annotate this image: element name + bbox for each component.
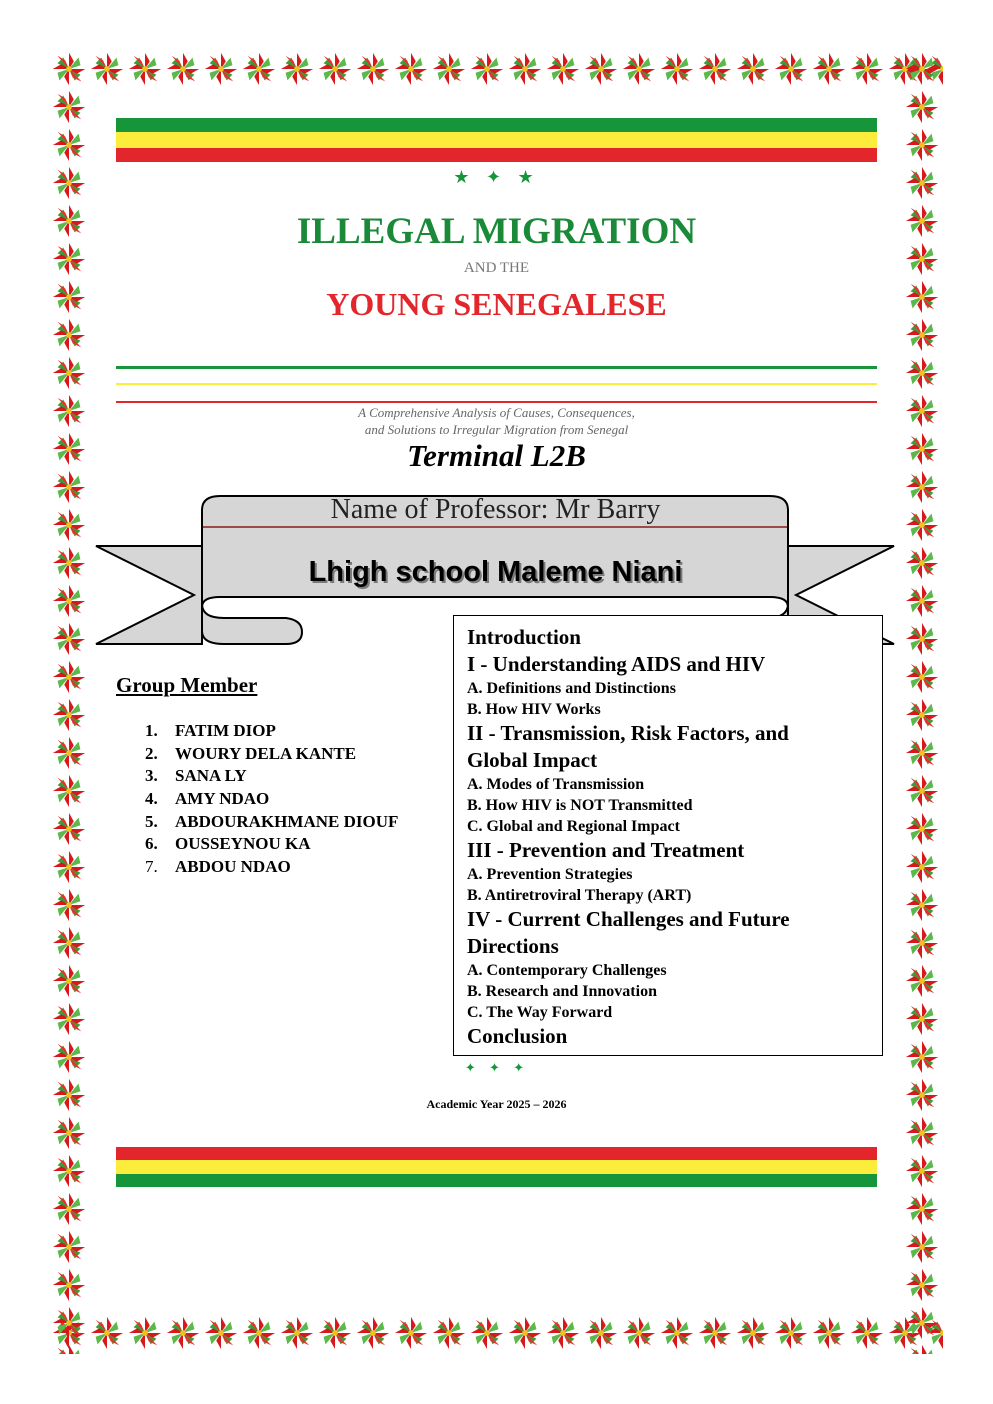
list-item: 2. WOURY DELA KANTE <box>145 743 357 763</box>
subtitle-line-1: A Comprehensive Analysis of Causes, Consequences, <box>358 405 635 420</box>
toc-item: A. Definitions and Distinctions <box>467 680 676 697</box>
divider-yellow <box>116 383 877 385</box>
list-item: 3. SANA LY <box>145 766 247 786</box>
title-sub: YOUNG SENEGALESE <box>326 286 667 322</box>
table-of-contents <box>453 615 883 1056</box>
flag-bar-green-bottom <box>116 1174 877 1187</box>
toc-item: IV - Current Challenges and Future <box>467 907 790 931</box>
toc-item: A. Contemporary Challenges <box>467 962 667 979</box>
divider-red <box>116 401 877 403</box>
flag-bar-red-top <box>116 148 877 162</box>
toc-item: I - Understanding AIDS and HIV <box>467 652 766 676</box>
toc-item: III - Prevention and Treatment <box>467 838 745 862</box>
flag-bar-yellow-bottom <box>116 1160 877 1174</box>
group-member-list <box>145 720 398 879</box>
star-ornament-bottom: ✦ ✦ ✦ <box>464 1060 530 1075</box>
flag-bar-red-bottom <box>116 1147 877 1160</box>
toc-item: B. Antiretroviral Therapy (ART) <box>467 887 692 904</box>
list-item: 7. ABDOU NDAO <box>145 857 291 877</box>
school-name: Lhigh school Maleme Niani <box>308 556 683 588</box>
list-item: 4. AMY NDAO <box>145 789 270 809</box>
toc-item: B. How HIV Works <box>467 701 601 718</box>
list-item: 1. FATIM DIOP <box>145 721 276 740</box>
flag-bar-green-top <box>116 118 877 132</box>
toc-item: Conclusion <box>467 1024 568 1048</box>
group-member-heading: Group Member <box>116 673 258 697</box>
star-ornament-top: ★ ✦ ★ <box>453 167 540 187</box>
class-name: Terminal L2B <box>407 438 586 473</box>
divider-green <box>116 366 877 369</box>
toc-item: B. How HIV is NOT Transmitted <box>467 797 693 814</box>
academic-year: Academic Year 2025 – 2026 <box>426 1097 567 1111</box>
list-item: 5. ABDOURAKHMANE DIOUF <box>145 811 399 831</box>
floral-border-bottom <box>50 1314 943 1354</box>
toc-item: A. Modes of Transmission <box>467 776 645 793</box>
toc-item: B. Research and Innovation <box>467 983 657 1000</box>
toc-item: Global Impact <box>467 748 598 772</box>
toc-item: A. Prevention Strategies <box>467 866 633 883</box>
title-connector: AND THE <box>463 260 530 276</box>
toc-item: Introduction <box>467 625 581 649</box>
floral-border-top <box>50 50 943 90</box>
professor-name: Name of Professor: Mr Barry <box>330 494 661 525</box>
toc-item: C. Global and Regional Impact <box>467 818 680 835</box>
flag-bar-yellow-top <box>116 132 877 148</box>
subtitle <box>0 404 993 438</box>
list-item: 6. OUSSEYNOU KA <box>145 834 311 854</box>
toc-item: Directions <box>467 934 559 958</box>
subtitle-line-2: and Solutions to Irregular Migration from Senegal <box>364 422 629 437</box>
toc-item: C. The Way Forward <box>467 1004 613 1021</box>
toc-item: II - Transmission, Risk Factors, and <box>467 721 789 745</box>
title-main: ILLEGAL MIGRATION <box>296 211 697 252</box>
